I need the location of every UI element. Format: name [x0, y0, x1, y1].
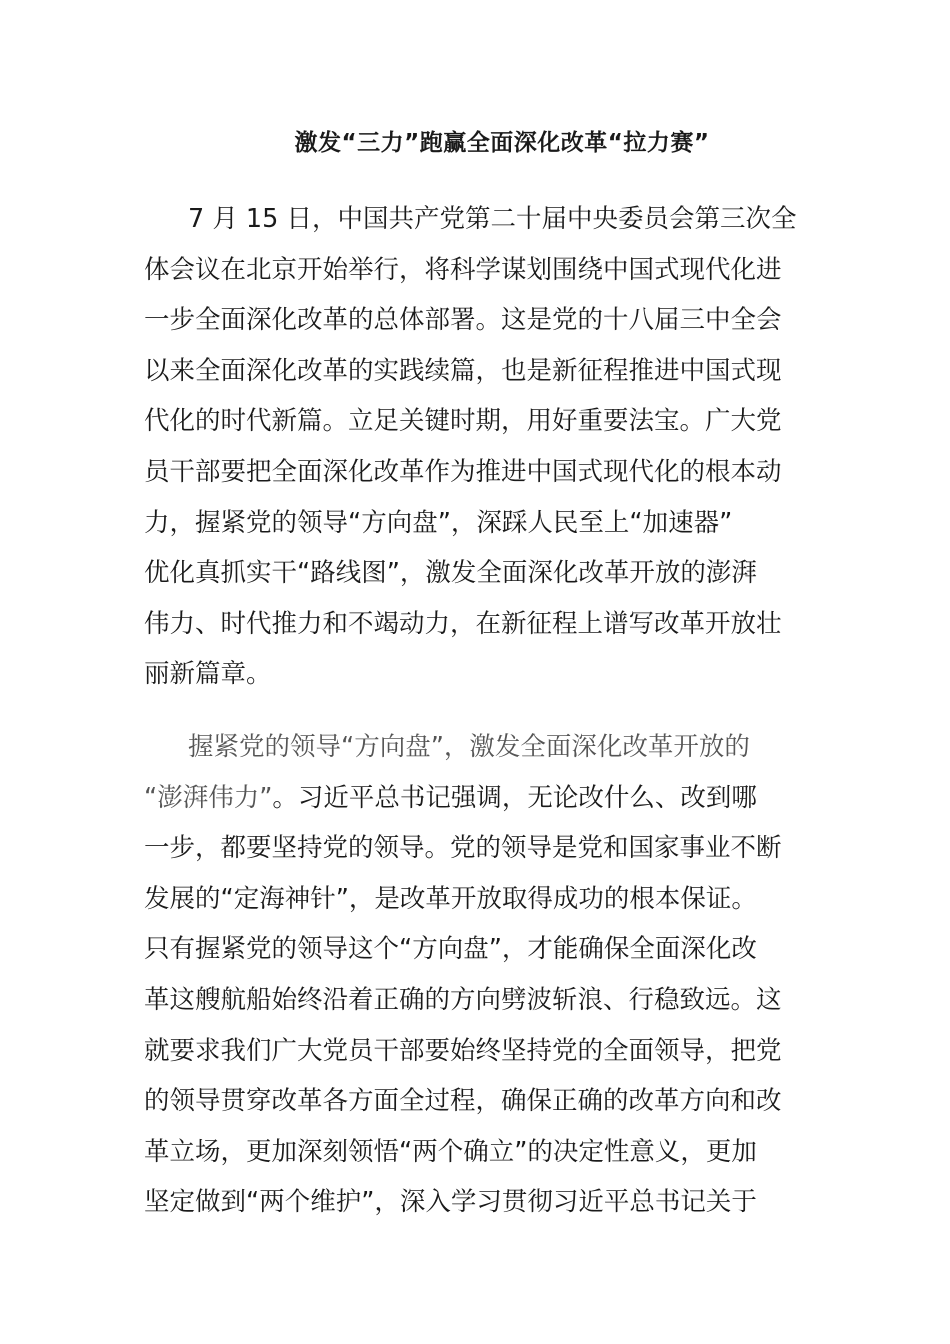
paragraph-1: [144, 194, 809, 700]
text-line: 革这艘航船始终沿着正确的方向劈波斩浪、行稳致远。这: [144, 984, 782, 1015]
text-line: 丽新篇章。: [144, 659, 272, 690]
text-line: 以来全面深化改革的实践续篇，也是新征程推进中国式现: [144, 355, 782, 386]
text-line: 发展的“定海神针”，是改革开放取得成功的根本保证。: [144, 883, 757, 914]
text-line: 的领导贯穿改革各方面全过程，确保正确的改革方向和改: [144, 1086, 782, 1117]
text-line: 就要求我们广大党员干部要始终坚持党的全面领导，把党: [144, 1035, 782, 1066]
text-line: 代化的时代新篇。立足关键时期，用好重要法宝。广大党: [144, 406, 782, 437]
text-line: [144, 773, 809, 824]
section-heading-tail: “澎湃伟力”: [144, 782, 273, 813]
text-line: 体会议在北京开始举行，将科学谋划围绕中国式现代化进: [144, 254, 782, 285]
text-line: 员干部要把全面深化改革作为推进中国式现代化的根本动: [144, 456, 782, 487]
text-line: 一步，都要坚持党的领导。党的领导是党和国家事业不断: [144, 833, 782, 864]
text-line: 坚定做到“两个维护”，深入学习贯彻习近平总书记关于: [144, 1187, 757, 1218]
text-line: 伟力、时代推力和不竭动力，在新征程上谱写改革开放壮: [144, 608, 782, 639]
text-segment: 。习近平总书记强调，无论改什么、改到哪: [272, 782, 757, 813]
section-heading-line: 握紧党的领导“方向盘”，激发全面深化改革开放的: [188, 732, 750, 762]
text-line: 一步全面深化改革的总体部署。这是党的十八届三中全会: [144, 305, 782, 336]
paragraph-2: [144, 722, 809, 1228]
text-line: 力，握紧党的领导“方向盘”，深踩人民至上“加速器”: [144, 507, 733, 538]
text-line: 优化真抓实干“路线图”，激发全面深化改革开放的澎湃: [144, 558, 757, 589]
text-line: 只有握紧党的领导这个“方向盘”，才能确保全面深化改: [144, 934, 757, 965]
text-line: 7 月 15 日，中国共产党第二十届中央委员会第三次全: [188, 204, 797, 234]
document-title: 激发“三力”跑赢全面深化改革“拉力赛”: [294, 130, 710, 156]
text-line: 革立场，更加深刻领悟“两个确立”的决定性意义，更加: [144, 1136, 757, 1167]
